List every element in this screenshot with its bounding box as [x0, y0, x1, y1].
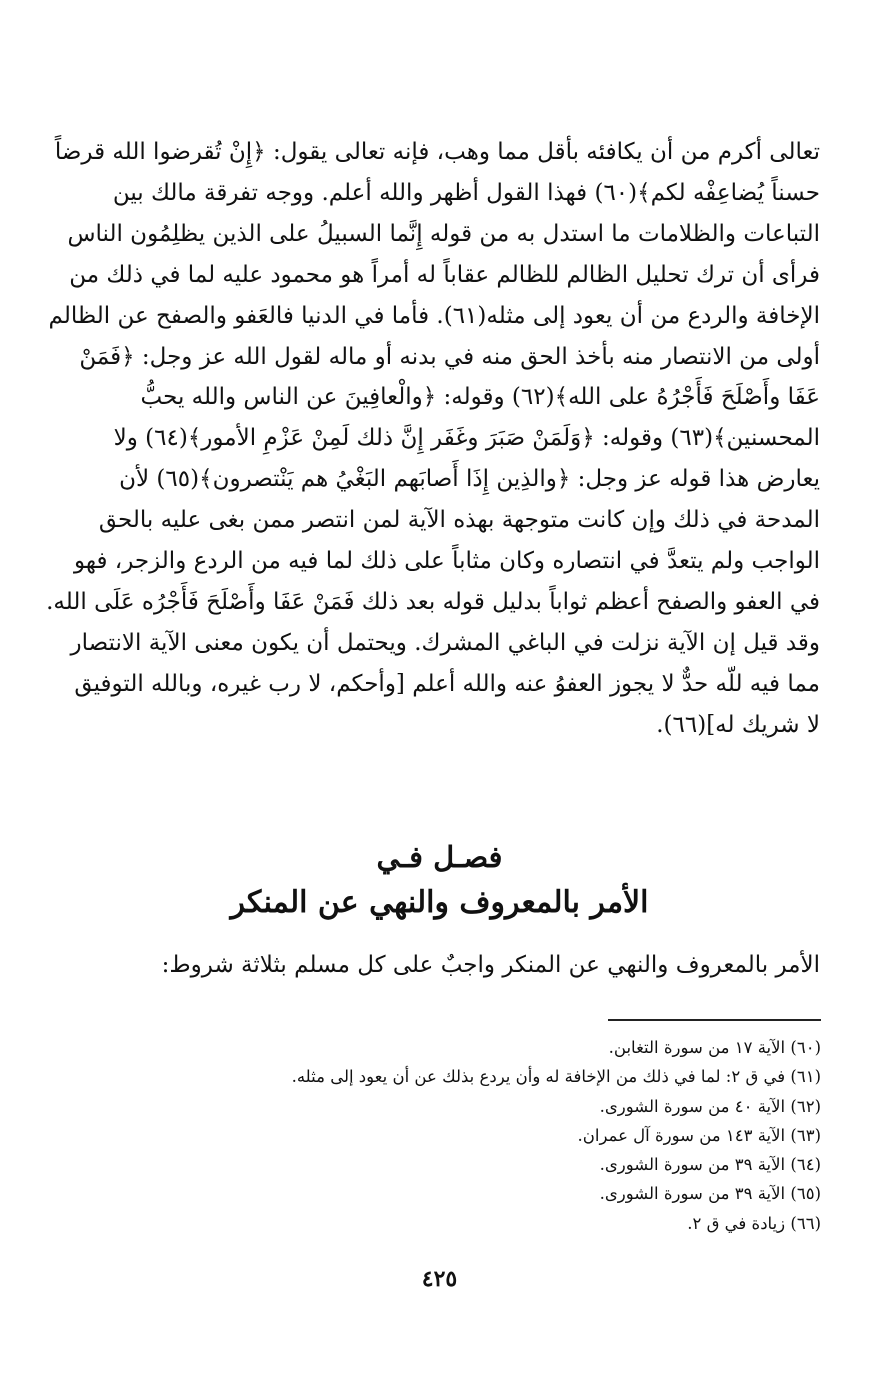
section-heading-line1: فصـل فـي [376, 840, 503, 874]
text-line: الواجب ولم يتعدَّ في انتصاره وكان مثاباً على ذلك لما فيه من الردع والزجر، فهو [73, 548, 820, 575]
text-line: في العفو والصفح أعظم ثواباً بدليل قوله بعد ذلك فَمَنْ عَفَا وأَصْلَحَ فَأَجْرُه عَلَى الله. [46, 588, 820, 615]
text-line: الإخافة والردع من أن يعود إلى مثله(٦١). فأما في الدنيا فالعَفو والصفح عن الظالم [48, 302, 820, 329]
footnote: (٦٦) زيادة في ق ٢. [687, 1213, 821, 1233]
text-line: تعالى أكرم من أن يكافئه بأقل مما وهب، فإنه تعالى يقول: ﴿إِنْ تُقرضوا الله قرضاً [54, 139, 820, 165]
text-line: وقد قيل إن الآية نزلت في الباغي المشرك. ويحتمل أن يكون معنى الآية الانتصار [70, 629, 820, 656]
text-line: أولى من الانتصار منه بأخذ الحق منه في بدنه أو ماله لقول الله عز وجل: ﴿فَمَنْ [79, 343, 820, 370]
footnote: (٦١) في ق ٢: لما في ذلك من الإخافة له وأن يردع بذلك عن أن يعود إلى مثله. [291, 1067, 821, 1087]
text-line: المدحة في ذلك وإن كانت متوجهة بهذه الآية لمن انتصر ممن بغى عليه بالحق [98, 507, 820, 534]
text-line: يعارض هذا قوله عز وجل: ﴿والذِين إِذَا أَصابَهم البَغْيُ هم يَنْتصرون﴾(٦٥) لأن [119, 466, 820, 493]
footnote-divider [608, 1019, 821, 1021]
footnote: (٦٥) الآية ٣٩ من سورة الشورى. [599, 1184, 821, 1204]
footnote: (٦٤) الآية ٣٩ من سورة الشورى. [599, 1155, 821, 1175]
footnote: (٦٢) الآية ٤٠ من سورة الشورى. [599, 1096, 821, 1116]
section-heading-title: الأمر بالمعروف والنهي عن المنكر [230, 885, 649, 920]
text-line: عَفَا وأَصْلَحَ فَأَجْرُهُ على الله﴾(٦٢) وقوله: ﴿والْعافِينَ عن الناس والله يحبُّ [140, 384, 820, 411]
section-intro: الأمر بالمعروف والنهي عن المنكر واجبٌ على كل مسلم بثلاثة شروط: [161, 952, 820, 978]
footnote: (٦٠) الآية ١٧ من سورة التغابن. [608, 1038, 821, 1057]
footnotes [181, 1033, 821, 1238]
text-line: مما فيه للّه حدٌّ لا يجوز العفوُ عنه والله أعلم [وأحكم، لا رب غيره، وبالله التوفيق [74, 670, 820, 697]
page-number: ٤٢٥ [421, 1266, 458, 1292]
text-line: التباعات والظلامات ما استدل به من قوله إِنَّما السبيلُ على الذين يظلِمُون الناس [67, 220, 820, 247]
text-line: لا شريك له](٦٦). [656, 711, 820, 738]
text-line: فرأى أن ترك تحليل الظالم للظالم عقاباً له أمراً هو محمود عليه لما في ذلك من [69, 261, 820, 288]
main-paragraph [46, 132, 820, 746]
text-line: حسناً يُضاعِفْه لكم﴾(٦٠) فهذا القول أظهر والله أعلم. ووجه تفرقة مالك بين [112, 179, 820, 206]
footnote: (٦٣) الآية ١٤٣ من سورة آل عمران. [577, 1125, 821, 1145]
text-line: المحسنين﴾(٦٣) وقوله: ﴿وَلَمَنْ صَبَرَ وغَفَر إِنَّ ذلك لَمِنْ عَزْمِ الأمور﴾(٦٤) ولا [113, 425, 820, 452]
